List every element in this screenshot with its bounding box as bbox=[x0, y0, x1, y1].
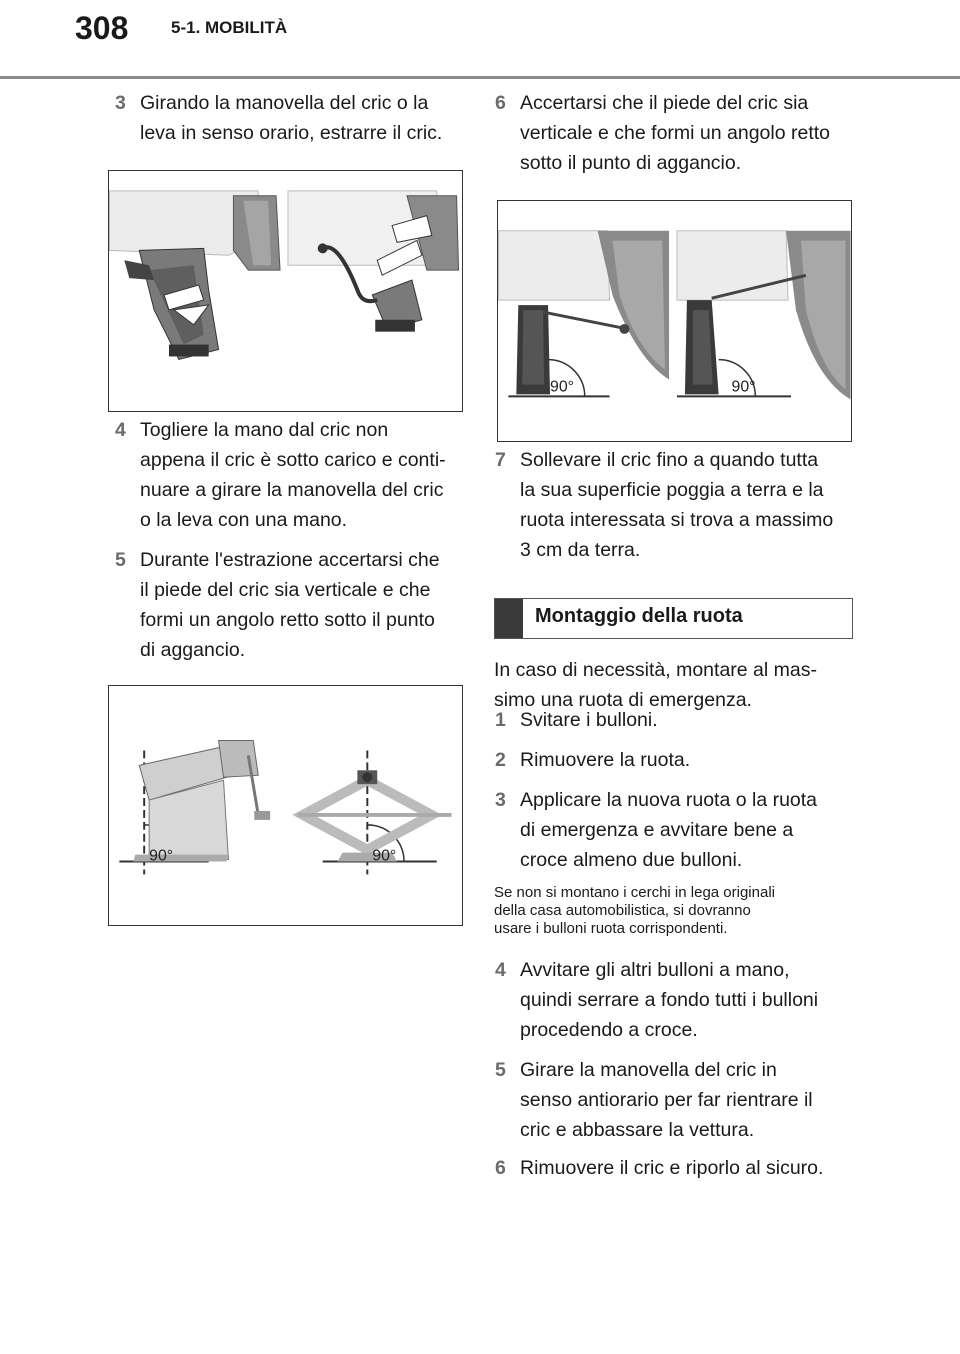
step-number: 7 bbox=[495, 449, 506, 471]
mount-step-3 bbox=[495, 785, 860, 875]
note-line: della casa automobilistica, si dovranno bbox=[494, 902, 751, 919]
figure-jack-angle bbox=[108, 685, 463, 926]
step-line: 3 cm da terra. bbox=[520, 539, 641, 561]
mount-step-5 bbox=[495, 1055, 860, 1145]
angle-label-right: 90° bbox=[372, 847, 397, 865]
step-line: verticale e che formi un angolo retto bbox=[520, 122, 831, 144]
step-line: sotto il punto di aggancio. bbox=[520, 152, 742, 174]
step-line: appena il cric è sotto carico e conti- bbox=[140, 449, 446, 471]
step-4 bbox=[115, 415, 475, 535]
step-number: 5 bbox=[495, 1059, 506, 1081]
heading-label: Montaggio della ruota bbox=[535, 605, 743, 627]
step-line: formi un angolo retto sotto il punto bbox=[140, 609, 435, 631]
step-line: Durante l'estrazione accertarsi che bbox=[140, 549, 440, 571]
mount-step-2 bbox=[495, 745, 860, 775]
step-line: il piede del cric sia verticale e che bbox=[140, 579, 431, 601]
step-line: la sua superficie poggia a terra e la bbox=[520, 479, 824, 501]
step-7 bbox=[495, 445, 860, 565]
intro-line: simo una ruota di emergenza. bbox=[494, 689, 752, 711]
step-line: procedendo a croce. bbox=[520, 1019, 698, 1041]
step-number: 6 bbox=[495, 1157, 506, 1179]
mount-step-1 bbox=[495, 705, 860, 735]
jack-angle-diagram bbox=[109, 686, 462, 925]
step-line: Svitare i bulloni. bbox=[520, 709, 658, 731]
step-line: Rimuovere la ruota. bbox=[520, 749, 691, 771]
mount-step-6 bbox=[495, 1153, 860, 1183]
step-3 bbox=[115, 88, 475, 148]
step-number: 5 bbox=[115, 549, 126, 571]
note-line: Se non si montano i cerchi in lega originali bbox=[494, 884, 775, 901]
jack-vertical-illustration bbox=[498, 201, 851, 441]
step-line: Girare la manovella del cric in bbox=[520, 1059, 777, 1081]
angle-label-left: 90° bbox=[149, 847, 174, 865]
heading-bar bbox=[495, 599, 523, 638]
section-title: 5-1. MOBILITÀ bbox=[171, 18, 288, 37]
step-line: Togliere la mano dal cric non bbox=[140, 419, 389, 441]
step-number: 4 bbox=[115, 419, 126, 441]
step-line: Rimuovere il cric e riporlo al sicuro. bbox=[520, 1157, 824, 1179]
angle-label-right: 90° bbox=[731, 378, 756, 396]
step-line: Girando la manovella del cric o la bbox=[140, 92, 429, 114]
step-line: Sollevare il cric fino a quando tutta bbox=[520, 449, 819, 471]
step-line: ruota interessata si trova a massimo bbox=[520, 509, 834, 531]
jack-extraction-illustration bbox=[109, 171, 462, 411]
note-paragraph bbox=[494, 884, 859, 938]
step-number: 4 bbox=[495, 959, 506, 981]
section-heading bbox=[494, 598, 853, 639]
step-line: Applicare la nuova ruota o la ruota bbox=[520, 789, 818, 811]
angle-label-left: 90° bbox=[550, 378, 575, 396]
page-header bbox=[0, 0, 960, 80]
step-line: croce almeno due bulloni. bbox=[520, 849, 743, 871]
step-line: cric e abbassare la vettura. bbox=[520, 1119, 755, 1141]
step-line: leva in senso orario, estrarre il cric. bbox=[140, 122, 443, 144]
step-line: nuare a girare la manovella del cric bbox=[140, 479, 444, 501]
step-line: Accertarsi che il piede del cric sia bbox=[520, 92, 809, 114]
header-divider bbox=[0, 76, 960, 79]
step-5 bbox=[115, 545, 475, 665]
step-line: Avvitare gli altri bulloni a mano, bbox=[520, 959, 790, 981]
step-line: di emergenza e avvitare bene a bbox=[520, 819, 794, 841]
note-line: usare i bulloni ruota corrispondenti. bbox=[494, 920, 728, 937]
step-line: di aggancio. bbox=[140, 639, 246, 661]
step-6 bbox=[495, 88, 860, 178]
intro-line: In caso di necessità, montare al mas- bbox=[494, 659, 817, 681]
step-number: 2 bbox=[495, 749, 506, 771]
step-line: o la leva con una mano. bbox=[140, 509, 348, 531]
figure-jack-vertical bbox=[497, 200, 852, 442]
step-number: 3 bbox=[495, 789, 506, 811]
page-number: 308 bbox=[75, 10, 129, 46]
mount-step-4 bbox=[495, 955, 860, 1045]
step-line: senso antiorario per far rientrare il bbox=[520, 1089, 813, 1111]
step-line: quindi serrare a fondo tutti i bulloni bbox=[520, 989, 819, 1011]
step-number: 6 bbox=[495, 92, 506, 114]
figure-jack-extraction bbox=[108, 170, 463, 412]
step-number: 1 bbox=[495, 709, 506, 731]
step-number: 3 bbox=[115, 92, 126, 114]
